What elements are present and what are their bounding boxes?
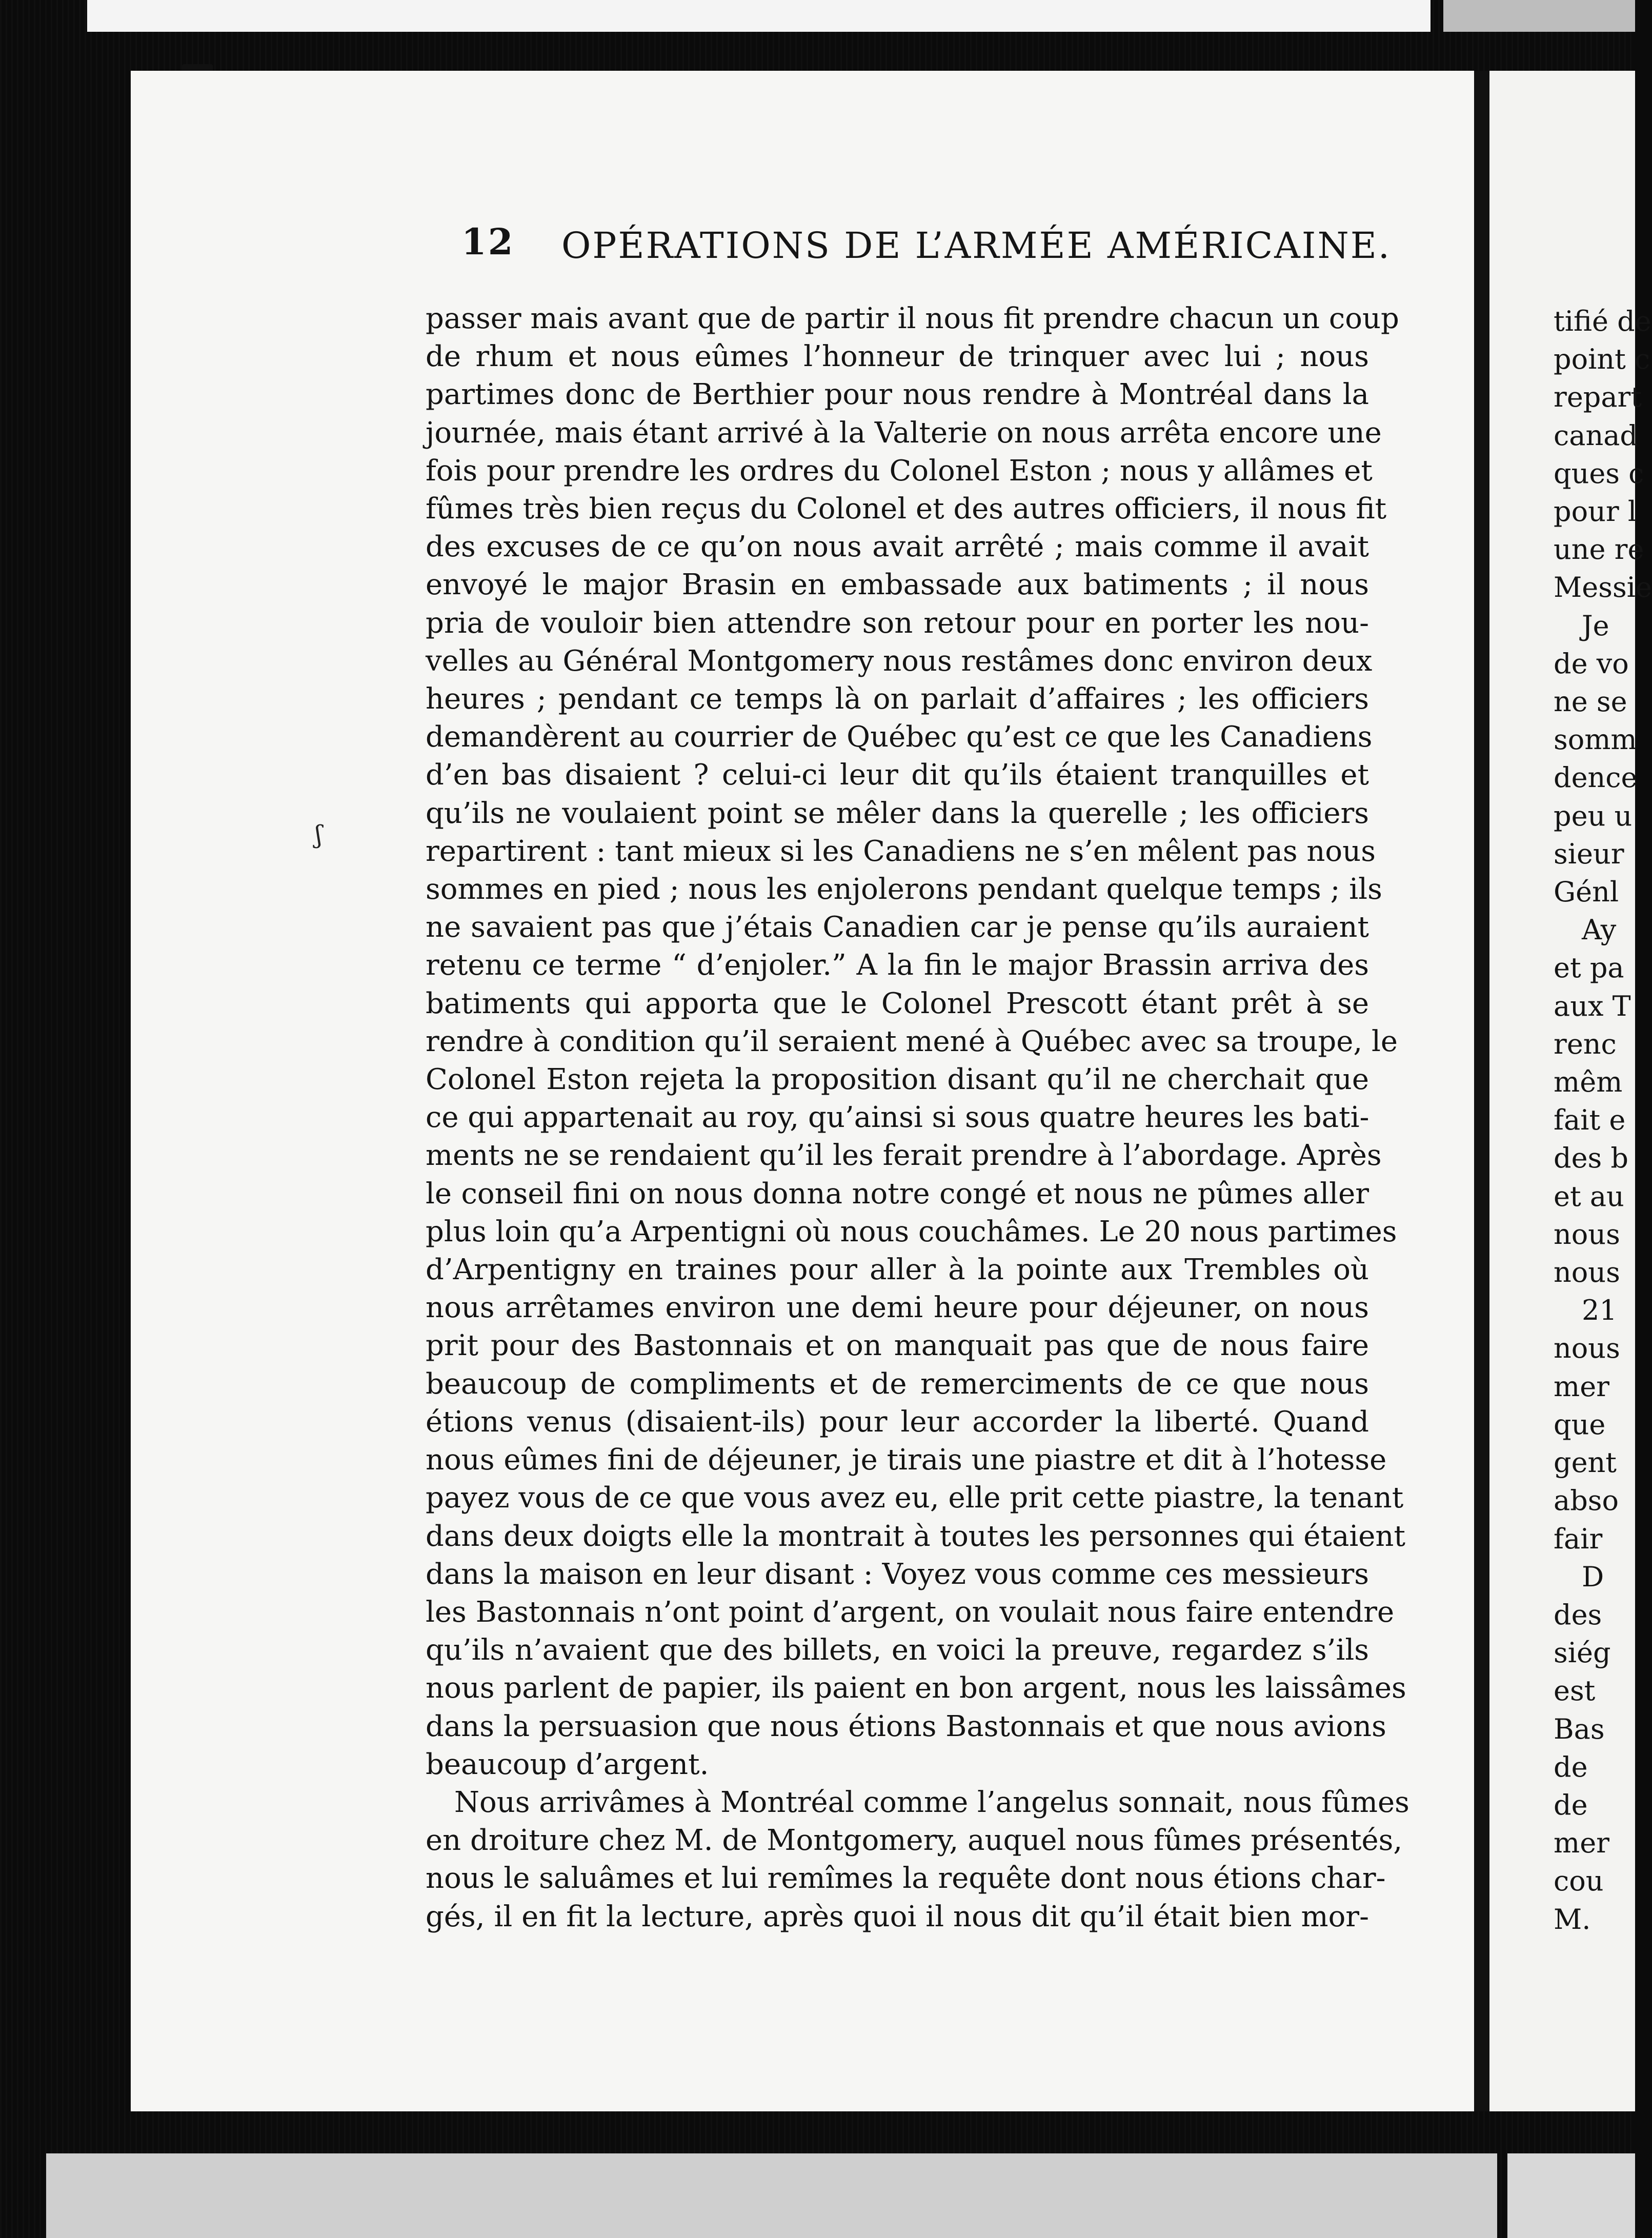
text-line: nous arrêtames environ une demi heure pour déjeuner, on nous — [426, 1291, 1369, 1325]
facing-page-line: Je — [1582, 609, 1609, 642]
running-title: OPÉRATIONS DE L’ARMÉE AMÉRICAINE. — [561, 225, 1392, 267]
text-line: plus loin qu’a Arpentigni où nous couchâmes. Le 20 nous partimes — [426, 1215, 1397, 1248]
facing-page-line: et au — [1554, 1180, 1624, 1213]
text-line: Colonel Eston rejeta la proposition disant qu’il ne cherchait que — [426, 1063, 1369, 1097]
text-line: journée, mais étant arrivé à la Valterie on nous arrêta encore une — [426, 416, 1382, 450]
facing-page-line: gent — [1554, 1446, 1617, 1479]
text-line: nous le saluâmes et lui remîmes la requête dont nous étions char- — [426, 1862, 1386, 1896]
text-line: fûmes très bien reçus du Colonel et des autres officiers, il nous fit — [426, 492, 1387, 526]
scan-top-strip — [87, 0, 1431, 32]
text-line: prit pour des Bastonnais et on manquait pas que de nous faire — [426, 1329, 1369, 1363]
facing-page-line: dence — [1554, 761, 1638, 794]
text-line: rendre à condition qu’il seraient mené à Québec avec sa troupe, le — [426, 1024, 1398, 1058]
facing-page-line: canad — [1554, 419, 1638, 452]
facing-page-line: que — [1554, 1408, 1606, 1441]
body-text — [426, 300, 1409, 1936]
text-line: qu’ils ne voulaient point se mêler dans la querelle ; les officiers — [426, 796, 1369, 830]
text-line: gés, il en fit la lecture, après quoi il nous dit qu’il était bien mor- — [426, 1900, 1369, 1933]
text-line: de rhum et nous eûmes l’honneur de trinquer avec lui ; nous — [426, 340, 1369, 374]
facing-page-line: Génl — [1554, 876, 1619, 909]
text-line: ce qui appartenait au roy, qu’ainsi si sous quatre heures les bati- — [426, 1101, 1369, 1135]
text-line: payez vous de ce que vous avez eu, elle prit cette piastre, la tenant — [426, 1481, 1404, 1515]
facing-page-line: nous — [1554, 1332, 1620, 1365]
text-line: partimes donc de Berthier pour nous rendre à Montréal dans la — [426, 378, 1369, 412]
facing-page-line: repart — [1554, 381, 1642, 414]
facing-page-line: pour l — [1554, 495, 1637, 528]
scan-bottom-strip — [46, 2153, 1497, 2238]
facing-page-line: D — [1582, 1560, 1604, 1593]
text-line: envoyé le major Brasin en embassade aux batiments ; il nous — [426, 568, 1369, 602]
facing-page-line: mêm — [1554, 1066, 1623, 1099]
facing-page-line: des — [1554, 1598, 1602, 1631]
facing-page-line: M. — [1554, 1903, 1591, 1935]
facing-page-line: de vo — [1554, 647, 1629, 680]
text-line: étions venus (disaient-ils) pour leur accorder la liberté. Quand — [426, 1405, 1369, 1439]
text-line: heures ; pendant ce temps là on parlait d’affaires ; les officiers — [426, 682, 1369, 716]
text-line: repartirent : tant mieux si les Canadiens ne s’en mêlent pas nous — [426, 834, 1376, 868]
text-line: Nous arrivâmes à Montréal comme l’angelus sonnait, nous fûmes — [454, 1785, 1409, 1819]
facing-page-line: mer — [1554, 1827, 1609, 1860]
facing-page-line: somm — [1554, 723, 1637, 756]
scan-bottom-strip-right — [1507, 2153, 1635, 2238]
text-line: les Bastonnais n’ont point d’argent, on voulait nous faire entendre — [426, 1595, 1395, 1629]
text-line: retenu ce terme “ d’enjoler.” A la fin le major Brassin arriva des — [426, 949, 1369, 982]
facing-page-line: nous — [1554, 1256, 1620, 1289]
text-line: nous eûmes fini de déjeuner, je tirais une piastre et dit à l’hotesse — [426, 1443, 1387, 1477]
margin-mark: ʃ — [315, 820, 323, 849]
book-gutter — [1474, 71, 1489, 2111]
facing-page-line: sieur — [1554, 837, 1624, 870]
facing-page-line: Bas — [1554, 1712, 1605, 1745]
text-line: qu’ils n’avaient que des billets, en voici la preuve, regardez s’ils — [426, 1634, 1369, 1667]
text-line: en droiture chez M. de Montgomery, auquel nous fûmes présentés, — [426, 1824, 1403, 1858]
facing-page-line: cou — [1554, 1865, 1604, 1898]
text-line: velles au Général Montgomery nous restâmes donc environ deux — [426, 644, 1373, 678]
facing-page-line: renc — [1554, 1027, 1617, 1060]
text-line: nous parlent de papier, ils paient en bon argent, nous les laissâmes — [426, 1671, 1406, 1705]
facing-page-line: point c — [1554, 343, 1650, 376]
facing-page-line: ques c — [1554, 457, 1644, 490]
text-line: d’en bas disaient ? celui-ci leur dit qu’ils étaient tranquilles et — [426, 758, 1369, 792]
text-line: fois pour prendre les ordres du Colonel Eston ; nous y allâmes et — [426, 454, 1373, 488]
text-line: d’Arpentigny en traines pour aller à la pointe aux Trembles où — [426, 1253, 1369, 1287]
facing-page-line: peu u — [1554, 799, 1633, 832]
facing-page-line: fair — [1554, 1522, 1603, 1555]
facing-page-line: de — [1554, 1750, 1588, 1783]
facing-page-line: 21 — [1582, 1294, 1617, 1327]
text-line: dans la persuasion que nous étions Bastonnais et que nous avions — [426, 1709, 1386, 1743]
facing-page-line: Messie — [1554, 571, 1652, 604]
facing-page-line: des b — [1554, 1142, 1628, 1175]
facing-page-line: et pa — [1554, 952, 1624, 984]
facing-page-line: fait e — [1554, 1104, 1626, 1137]
text-line: beaucoup de compliments et de remerciments de ce que nous — [426, 1367, 1369, 1401]
scan-top-strip-right — [1443, 0, 1635, 32]
facing-page-line: aux T — [1554, 990, 1631, 1022]
facing-page-line: mer — [1554, 1370, 1609, 1403]
facing-page-line: de — [1554, 1788, 1588, 1821]
text-line: demandèrent au courrier de Québec qu’est ce que les Canadiens — [426, 720, 1373, 754]
facing-page-line: abso — [1554, 1484, 1619, 1517]
text-line: dans la maison en leur disant : Voyez vous comme ces messieurs — [426, 1557, 1369, 1591]
facing-page-line: nous — [1554, 1218, 1620, 1251]
text-line: sommes en pied ; nous les enjolerons pendant quelque temps ; ils — [426, 873, 1382, 906]
text-line: pria de vouloir bien attendre son retour pour en porter les nou- — [426, 606, 1369, 640]
running-head — [461, 220, 1436, 267]
text-line: batiments qui apporta que le Colonel Prescott étant prêt à se — [426, 986, 1369, 1020]
facing-page-line: siég — [1554, 1637, 1611, 1669]
text-line: ne savaient pas que j’étais Canadien car je pense qu’ils auraient — [426, 911, 1369, 944]
facing-page-line: est — [1554, 1675, 1596, 1707]
page-number: 12 — [461, 220, 515, 263]
facing-page-line: ne se — [1554, 685, 1627, 718]
text-line: des excuses de ce qu’on nous avait arrêté ; mais comme il avait — [426, 530, 1369, 564]
text-line: dans deux doigts elle la montrait à toutes les personnes qui étaient — [426, 1519, 1405, 1553]
text-line: passer mais avant que de partir il nous fit prendre chacun un coup — [426, 302, 1399, 335]
facing-page-text — [1554, 303, 1652, 1939]
facing-page-line: tifié de — [1554, 305, 1651, 337]
text-line: le conseil fini on nous donna notre congé et nous ne pûmes aller — [426, 1177, 1369, 1211]
text-line: beaucoup d’argent. — [426, 1747, 709, 1781]
facing-page-line: une re — [1554, 533, 1644, 566]
text-line: ments ne se rendaient qu’il les ferait prendre à l’abordage. Après — [426, 1139, 1382, 1173]
facing-page-line: Ay — [1582, 914, 1617, 946]
